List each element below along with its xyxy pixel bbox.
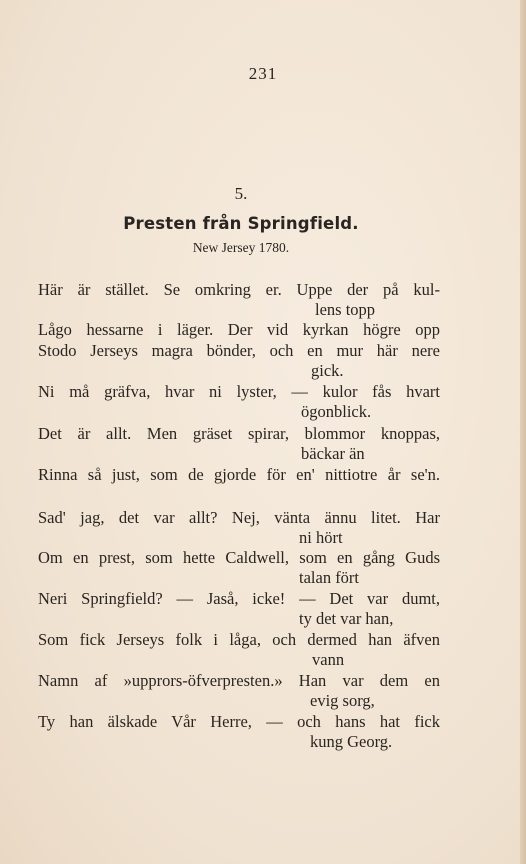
poem-line: Om en prest, som hette Caldwell, som en gång Guds <box>38 548 440 567</box>
poem-line: Det är allt. Men gräset spirar, blommor knoppas, <box>38 424 440 443</box>
poem-line: Stodo Jerseys magra bönder, och en mur här nere <box>38 341 440 360</box>
page-edge <box>520 0 526 864</box>
poem-line: Neri Springfield? — Jaså, icke! — Det var dumt, <box>38 589 440 608</box>
poem-line: Här är stället. Se omkring er. Uppe der på kul- <box>38 280 440 299</box>
poem-line-continuation: kung Georg. <box>310 732 393 751</box>
poem-line-continuation: gick. <box>311 361 344 380</box>
poem-line-continuation: ty det var han, <box>299 609 394 628</box>
poem-subtitle: New Jersey 1780. <box>192 240 290 255</box>
poem-line: Ty han älskade Vår Herre, — och hans hat fick <box>38 712 440 731</box>
poem-line-continuation: lens topp <box>315 300 376 319</box>
section-number: 5. <box>234 184 248 203</box>
poem-line: Namn af »upprors-öfverpresten.» Han var dem en <box>38 671 440 690</box>
poem-line-continuation: ni hört <box>299 528 343 547</box>
poem-line-continuation: ögonblick. <box>301 402 372 421</box>
poem-line: Lågo hessarne i läger. Der vid kyrkan högre opp <box>38 320 440 339</box>
page-number: 231 <box>248 64 278 83</box>
poem-line: Sad' jag, det var allt? Nej, vänta ännu litet. Har <box>38 508 440 527</box>
poem-line: Som fick Jerseys folk i låga, och dermed han äfven <box>38 630 440 649</box>
poem-line-continuation: vann <box>312 650 345 669</box>
poem-line: Rinna så just, som de gjorde för en' nittiotre år se'n. <box>38 465 440 484</box>
poem-line: Ni må gräfva, hvar ni lyster, — kulor fås hvart <box>38 382 440 401</box>
poem-line-continuation: evig sorg, <box>310 691 375 710</box>
poem-line-continuation: talan fört <box>299 568 360 587</box>
poem-line-continuation: bäckar än <box>301 444 365 463</box>
poem-title: Presten från Springfield. <box>123 214 359 233</box>
